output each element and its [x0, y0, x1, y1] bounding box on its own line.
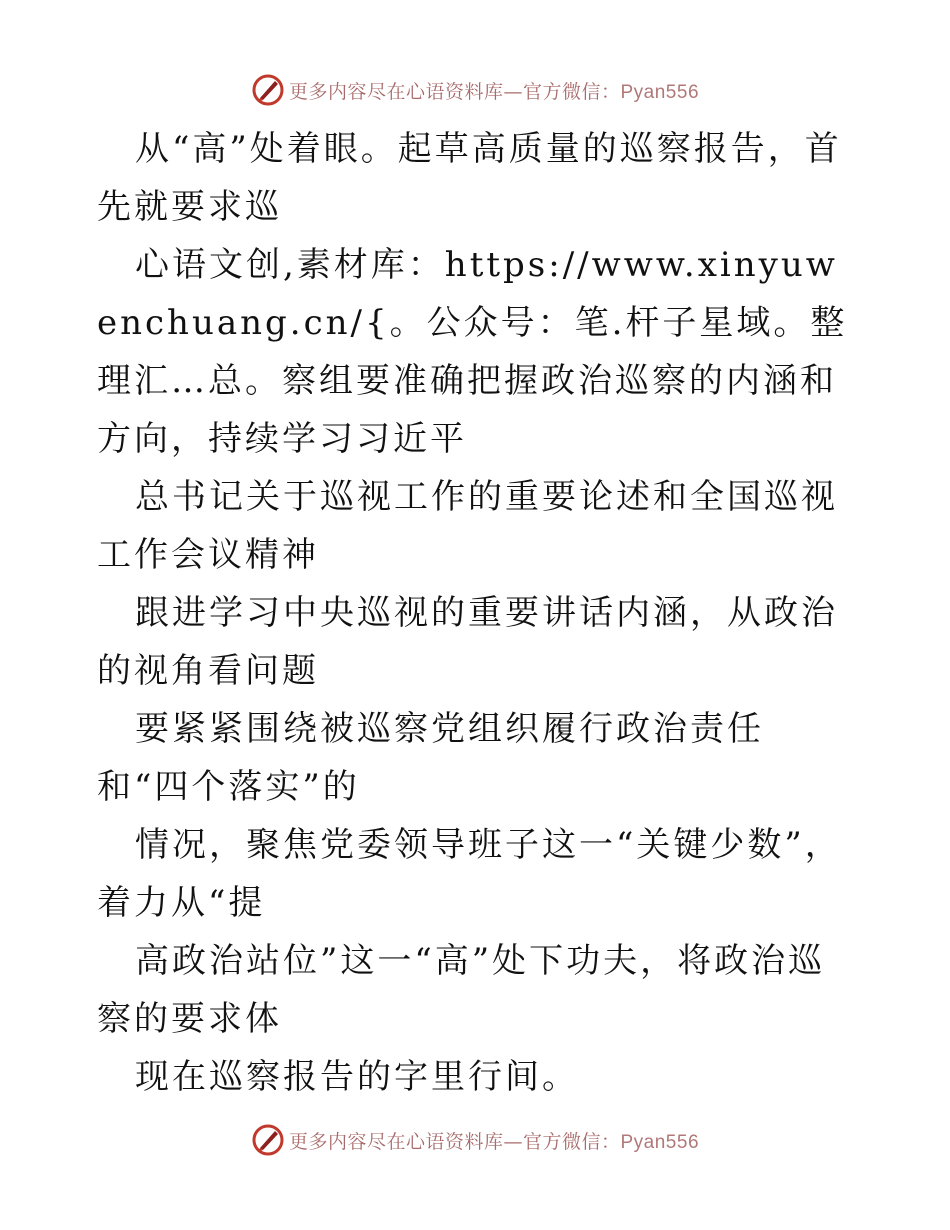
paragraph: 从“高”处着眼。起草高质量的巡察报告，首先就要求巡 [97, 129, 842, 227]
quill-pen-logo-icon [251, 73, 285, 107]
paragraph: 情况，聚焦党委领导班子这一“关键少数”，着力从“提 [97, 825, 842, 923]
paragraph: 现在巡察报告的字里行间。 [135, 1057, 579, 1097]
header-banner-text: 更多内容尽在心语资料库—官方微信：Pyan556 [288, 80, 700, 103]
paragraph: 总书记关于巡视工作的重要论述和全国巡视工作会议精神 [97, 477, 838, 575]
paragraph: 高政治站位”这一“高”处下功夫，将政治巡察的要求体 [97, 941, 826, 1039]
paragraph: 跟进学习中央巡视的重要讲话内涵，从政治的视角看问题 [97, 593, 838, 691]
footer-banner [0, 1120, 950, 1160]
document-body [97, 120, 857, 1106]
quill-pen-logo-icon [251, 1123, 285, 1157]
paragraph: 要紧紧围绕被巡察党组织履行政治责任和“四个落实”的 [97, 709, 764, 807]
footer-banner-text: 更多内容尽在心语资料库—官方微信：Pyan556 [288, 1130, 700, 1153]
paragraph: 心语文创,素材库：https://www.xinyuwenchuang.cn/{。公众号：笔.杆子星域。整理汇…总。察组要准确把握政治巡察的内涵和方向，持续学习习近平 [97, 245, 848, 459]
header-banner [0, 70, 950, 110]
